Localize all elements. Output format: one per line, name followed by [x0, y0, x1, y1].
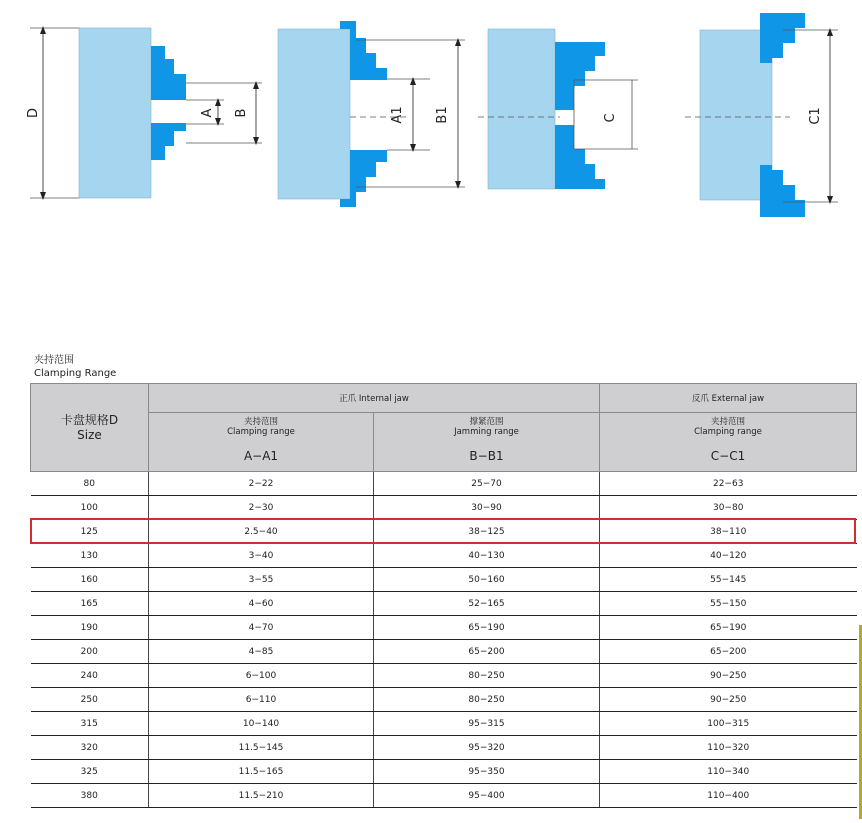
diagram-c	[478, 29, 638, 189]
table-row	[31, 544, 857, 568]
table-row	[31, 664, 857, 688]
table-row	[31, 472, 857, 496]
subheader-cn: 夹持范围	[243, 416, 278, 427]
jaw-lower	[555, 125, 605, 189]
label-d: D	[26, 107, 41, 119]
table-row	[31, 712, 857, 736]
cell-size: 250	[31, 688, 149, 712]
cell-size: 100	[31, 496, 149, 520]
subheader-cn: 夹持范围	[710, 416, 745, 427]
cell-b-b1: 30−90	[374, 496, 600, 520]
cell-c-c1: 110−340	[600, 760, 857, 784]
table-body	[31, 472, 857, 808]
label-b1: B1	[435, 106, 450, 124]
jaw-upper	[760, 13, 805, 63]
cell-b-b1: 65−190	[374, 616, 600, 640]
cell-b-b1: 25−70	[374, 472, 600, 496]
cell-b-b1: 95−315	[374, 712, 600, 736]
cell-a-a1: 11.5−165	[149, 760, 374, 784]
cell-c-c1: 90−250	[600, 664, 857, 688]
label-a1: A1	[390, 106, 405, 124]
cell-a-a1: 2.5−40	[149, 520, 374, 544]
cell-a-a1: 11.5−145	[149, 736, 374, 760]
cell-a-a1: 4−60	[149, 592, 374, 616]
cell-b-b1: 80−250	[374, 664, 600, 688]
chuck-body	[278, 29, 350, 199]
cell-c-c1: 110−320	[600, 736, 857, 760]
jaw-lower	[760, 165, 805, 217]
external-jaw-header: 反爪 External jaw	[600, 384, 857, 413]
cell-size: 200	[31, 640, 149, 664]
label-b: B	[234, 108, 249, 118]
cell-size: 190	[31, 616, 149, 640]
chuck-diagrams	[0, 0, 862, 240]
cell-c-c1: 90−250	[600, 688, 857, 712]
cell-size: 315	[31, 712, 149, 736]
size-header	[31, 384, 149, 472]
cell-c-c1: 65−190	[600, 616, 857, 640]
cell-a-a1: 2−30	[149, 496, 374, 520]
cell-b-b1: 52−165	[374, 592, 600, 616]
subheader-cn: 撑紧范围	[469, 416, 504, 427]
code-header-b-b1: B−B1	[374, 440, 600, 472]
cell-size: 165	[31, 592, 149, 616]
table-row	[31, 784, 857, 808]
subheader-en: Clamping range	[227, 426, 295, 437]
jaw-lower	[151, 123, 186, 160]
size-header-en: Size	[77, 427, 102, 442]
cell-a-a1: 2−22	[149, 472, 374, 496]
table-row	[31, 760, 857, 784]
jaw-upper	[555, 42, 605, 110]
table-row	[31, 592, 857, 616]
cell-c-c1: 65−200	[600, 640, 857, 664]
cell-a-a1: 3−40	[149, 544, 374, 568]
subheader-en: Jamming range	[454, 426, 519, 437]
cell-c-c1: 55−145	[600, 568, 857, 592]
size-header-cn: 卡盘规格D	[60, 412, 119, 427]
label-a: A	[200, 108, 215, 118]
cell-b-b1: 95−400	[374, 784, 600, 808]
cell-size: 125	[31, 520, 149, 544]
internal-jaw-header: 正爪 Internal jaw	[149, 384, 600, 413]
cell-size: 325	[31, 760, 149, 784]
cell-b-b1: 95−320	[374, 736, 600, 760]
cell-a-a1: 11.5−210	[149, 784, 374, 808]
section-heading-cn: 夹持范围	[34, 355, 74, 366]
table-row	[31, 736, 857, 760]
clamping-range-table	[30, 383, 857, 808]
cell-c-c1: 110−400	[600, 784, 857, 808]
cell-size: 80	[31, 472, 149, 496]
table-row	[31, 496, 857, 520]
diagram-d-a-b	[26, 28, 262, 198]
table-row	[31, 688, 857, 712]
subheader-clamping-internal	[149, 413, 374, 441]
section-heading-en: Clamping Range	[34, 368, 117, 379]
cell-size: 130	[31, 544, 149, 568]
cell-c-c1: 22−63	[600, 472, 857, 496]
jaw-upper	[151, 46, 186, 100]
cell-a-a1: 10−140	[149, 712, 374, 736]
cell-a-a1: 4−70	[149, 616, 374, 640]
cell-c-c1: 55−150	[600, 592, 857, 616]
cell-b-b1: 38−125	[374, 520, 600, 544]
cell-size: 380	[31, 784, 149, 808]
cell-c-c1: 30−80	[600, 496, 857, 520]
subheader-en: Clamping range	[694, 426, 762, 437]
cell-c-c1: 38−110	[600, 520, 857, 544]
cell-b-b1: 65−200	[374, 640, 600, 664]
cell-b-b1: 80−250	[374, 688, 600, 712]
cell-c-c1: 100−315	[600, 712, 857, 736]
table-row	[31, 640, 857, 664]
cell-b-b1: 50−160	[374, 568, 600, 592]
diagram-c1	[685, 13, 838, 217]
cell-size: 240	[31, 664, 149, 688]
cell-a-a1: 6−110	[149, 688, 374, 712]
table-row	[31, 568, 857, 592]
cell-size: 160	[31, 568, 149, 592]
cell-a-a1: 6−100	[149, 664, 374, 688]
label-c1: C1	[808, 107, 823, 125]
table-row	[31, 520, 857, 544]
cell-a-a1: 3−55	[149, 568, 374, 592]
cell-c-c1: 40−120	[600, 544, 857, 568]
table-row	[31, 616, 857, 640]
code-header-a-a1: A−A1	[149, 440, 374, 472]
cell-b-b1: 40−130	[374, 544, 600, 568]
chuck-body	[79, 28, 151, 198]
chuck-body	[488, 29, 555, 189]
cell-b-b1: 95−350	[374, 760, 600, 784]
cell-size: 320	[31, 736, 149, 760]
diagram-a1-b1	[278, 21, 465, 207]
code-header-c-c1: C−C1	[600, 440, 857, 472]
subheader-clamping-external	[600, 413, 857, 441]
subheader-jamming	[374, 413, 600, 441]
cell-a-a1: 4−85	[149, 640, 374, 664]
label-c: C	[603, 113, 618, 123]
